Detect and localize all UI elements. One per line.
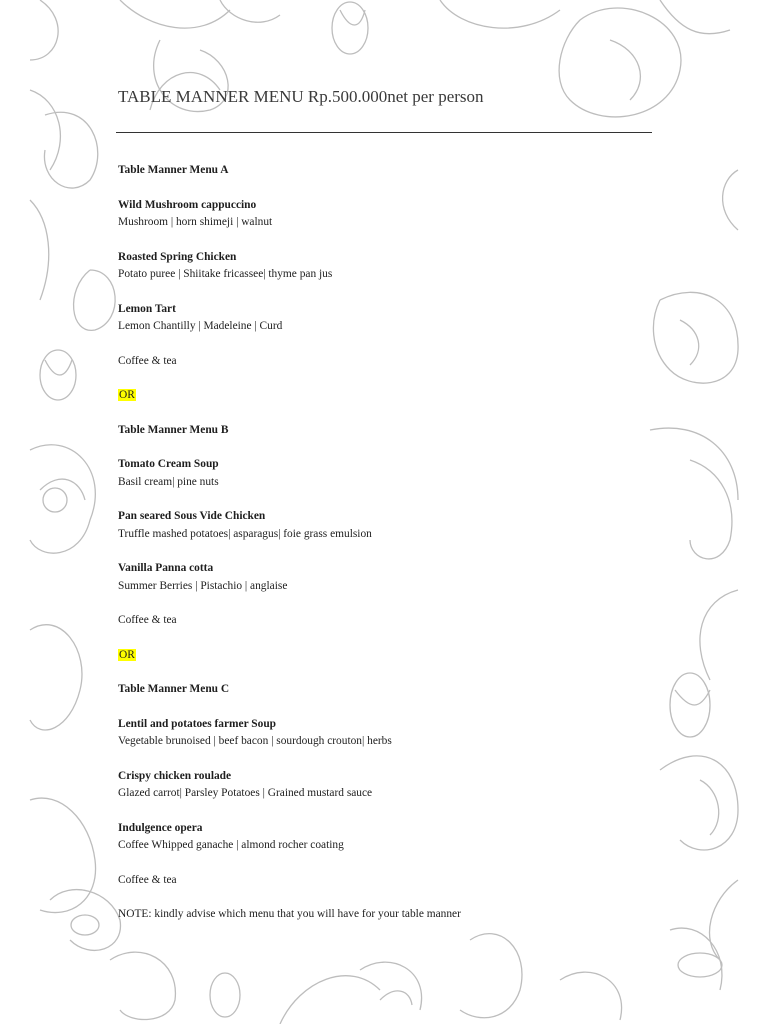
menu-title: Table Manner Menu A: [118, 164, 229, 176]
menu-title: Table Manner Menu C: [118, 683, 230, 695]
course-item: [118, 768, 638, 803]
title-divider: [116, 132, 652, 133]
course-item: [118, 820, 638, 855]
course-item: [118, 249, 638, 284]
course-name: Roasted Spring Chicken: [118, 250, 237, 263]
course-description: Mushroom | horn shimeji | walnut: [118, 216, 273, 228]
menu-section-a: [118, 162, 638, 370]
menu-title: Table Manner Menu B: [118, 423, 229, 436]
course-description: Lemon Chantilly | Madeleine | Curd: [118, 320, 283, 332]
course-item: [118, 301, 638, 336]
page-title: TABLE MANNER MENU Rp.500.000net per person: [118, 87, 484, 106]
beverage-line: Coffee & tea: [118, 354, 177, 367]
course-description: Potato puree | Shiitake fricassee| thyme pan jus: [118, 268, 333, 280]
note-text: NOTE: kindly advise which menu that you will have for your table manner: [118, 908, 461, 920]
course-name: Lemon Tart: [118, 302, 176, 315]
course-item: [118, 197, 638, 232]
menu-content: [118, 162, 638, 924]
beverage-line: Coffee & tea: [118, 614, 177, 626]
course-description: Summer Berries | Pistachio | anglaise: [118, 579, 288, 592]
course-item: [118, 456, 638, 491]
course-name: Indulgence opera: [118, 821, 203, 834]
or-separator: [118, 647, 638, 665]
menu-section-c: [118, 681, 638, 889]
course-name: Tomato Cream Soup: [118, 458, 219, 470]
course-name: Lentil and potatoes farmer Soup: [118, 717, 277, 730]
menu-section-b: [118, 422, 638, 630]
course-description: Vegetable brunoised | beef bacon | sourdough crouton| herbs: [118, 735, 392, 747]
course-name: Pan seared Sous Vide Chicken: [118, 510, 266, 522]
course-description: Glazed carrot| Parsley Potatoes | Grained mustard sauce: [118, 787, 373, 799]
course-name: Crispy chicken roulade: [118, 769, 232, 782]
beverage-line: Coffee & tea: [118, 873, 177, 886]
course-description: Coffee Whipped ganache | almond rocher coating: [118, 839, 344, 851]
course-description: Truffle mashed potatoes| asparagus| foie grass emulsion: [118, 527, 372, 540]
course-item: [118, 716, 638, 751]
course-name: Vanilla Panna cotta: [118, 562, 214, 574]
course-item: [118, 560, 638, 595]
or-separator: [118, 387, 638, 405]
course-item: [118, 508, 638, 543]
or-highlight: OR: [119, 648, 135, 661]
course-name: Wild Mushroom cappuccino: [118, 198, 257, 211]
or-highlight: OR: [119, 389, 135, 401]
course-description: Basil cream| pine nuts: [118, 475, 219, 488]
